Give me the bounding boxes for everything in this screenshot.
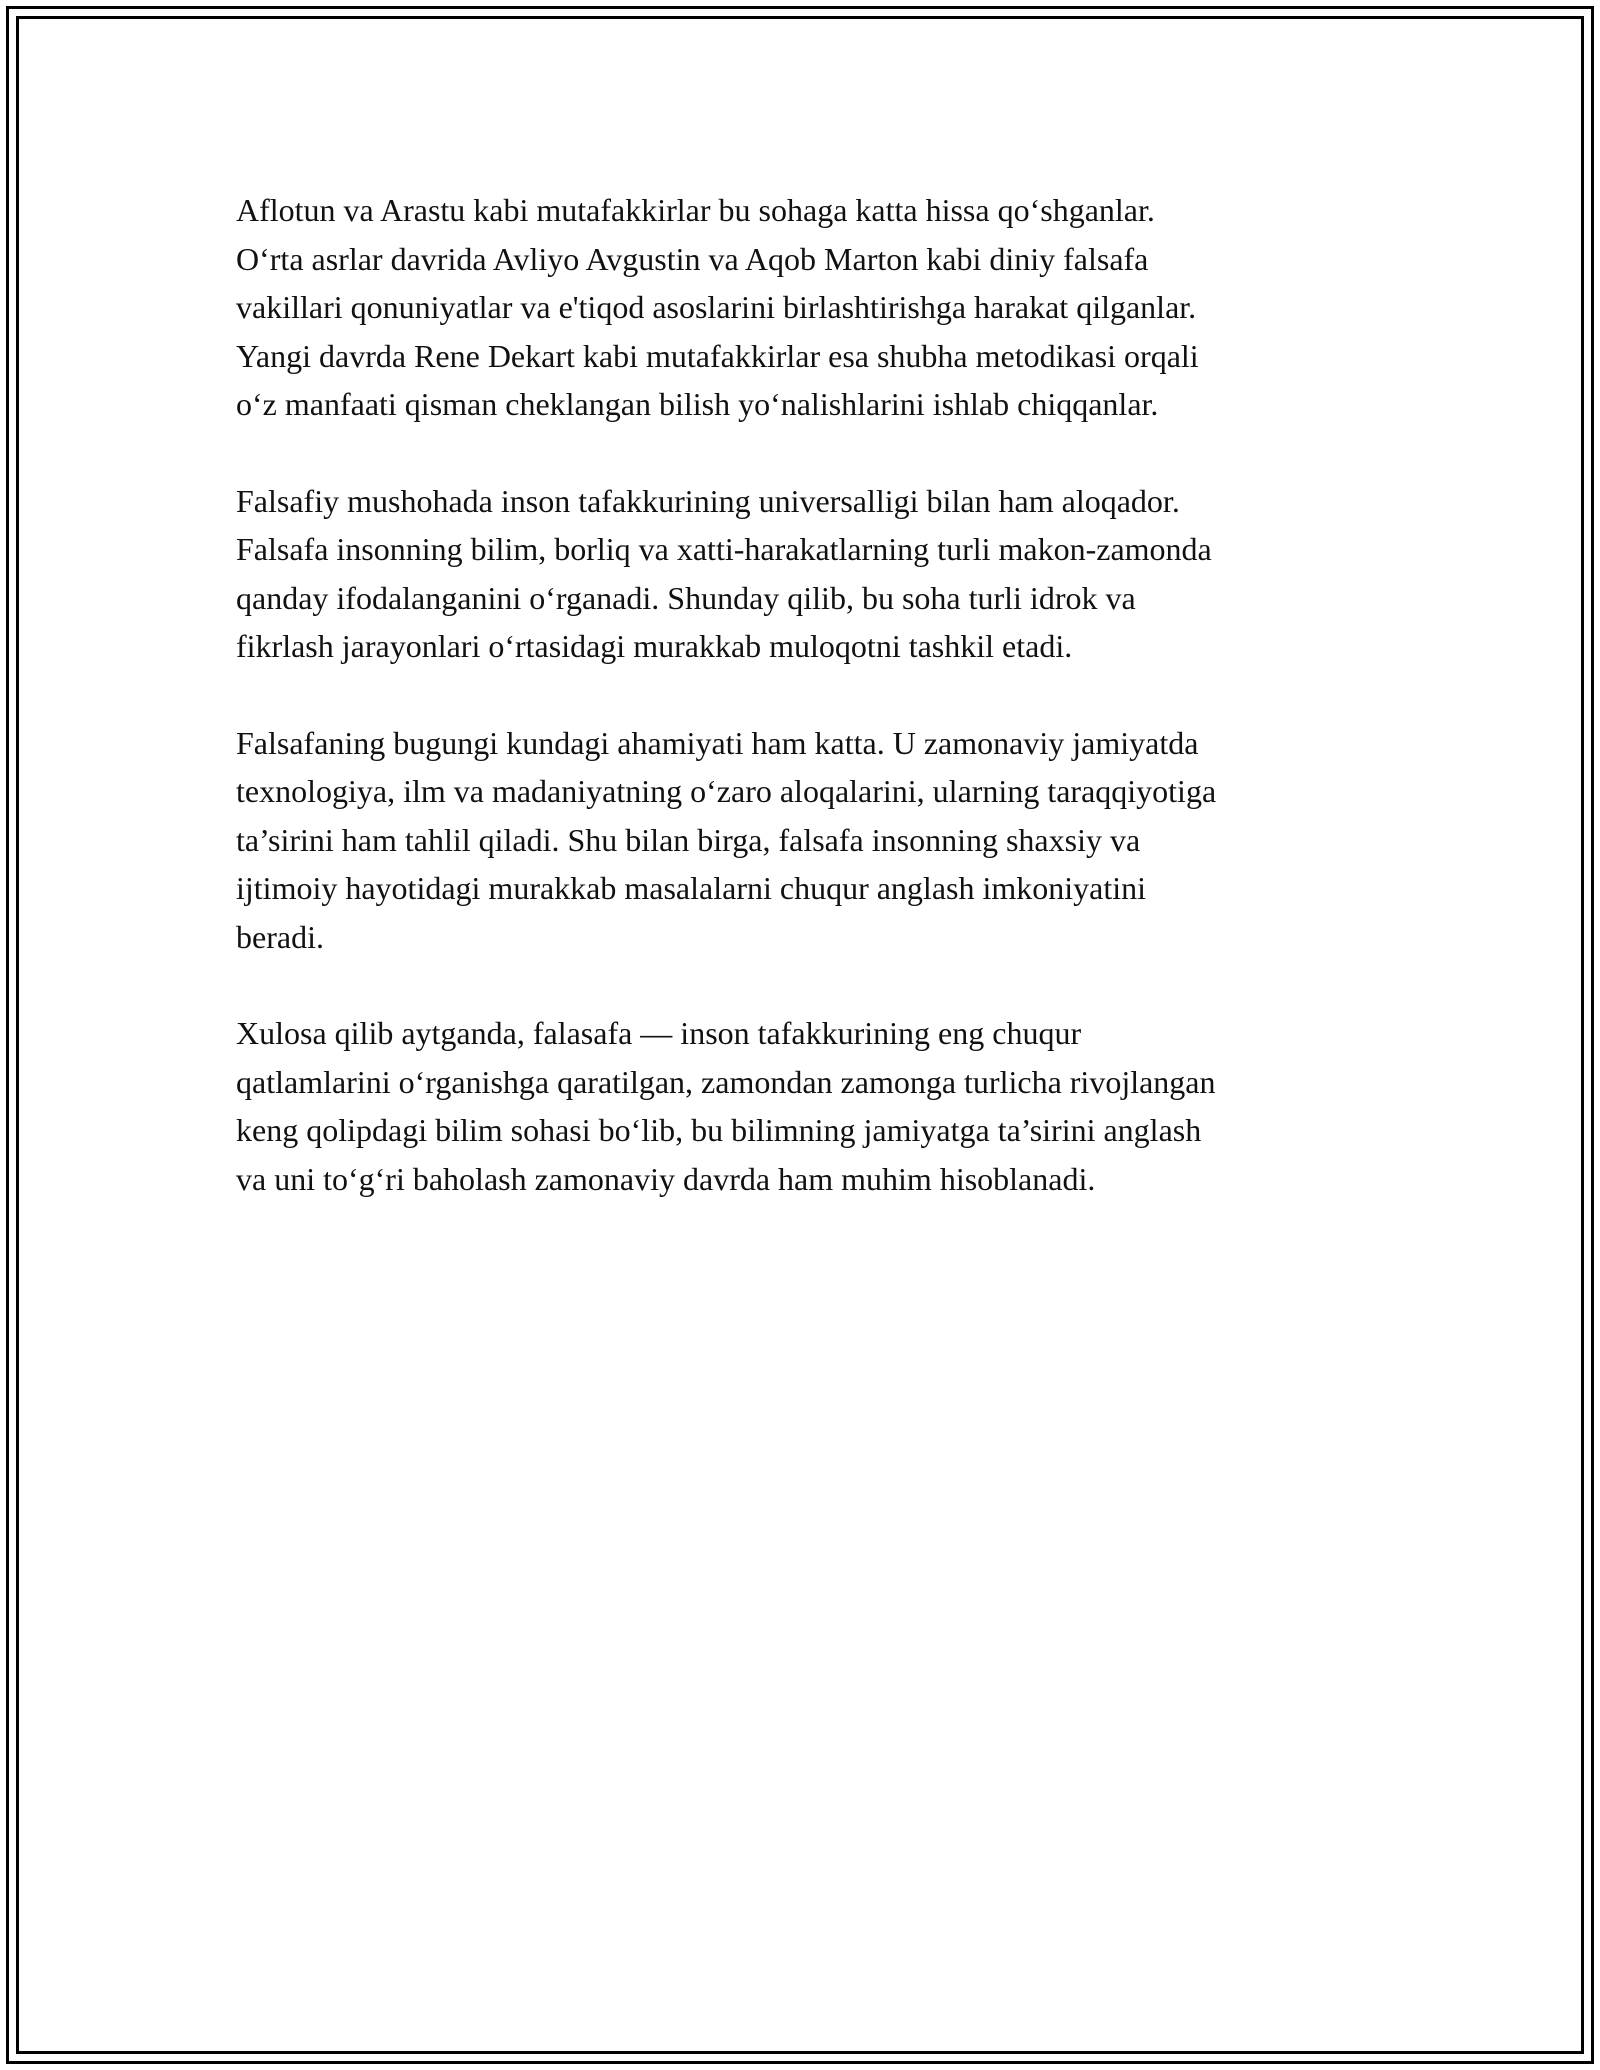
text-line: ta’sirini ham tahlil qiladi. Shu bilan birga, falsafa insonning shaxsiy va	[236, 821, 1141, 858]
text-line: qanday ifodalanganini o‘rganadi. Shunday qilib, bu soha turli idrok va	[236, 579, 1136, 616]
text-line: vakillari qonuniyatlar va e'tiqod asoslarini birlashtirishga harakat qilganlar.	[236, 289, 1197, 325]
text-line: Falsafiy mushohada inson tafakkurining universalligi bilan ham aloqador.	[236, 482, 1180, 519]
text-line: Xulosa qilib aytganda, falasafa — inson tafakkurining eng chuqur	[236, 1015, 1082, 1051]
paragraph-1	[236, 186, 1376, 429]
text-line: Falsafa insonning bilim, borliq va xatti-harakatlarning turli makon-zamonda	[236, 531, 1212, 567]
text-line: va uni to‘g‘ri baholash zamonaviy davrda ham muhim hisoblanadi.	[236, 1160, 1096, 1197]
text-line: fikrlash jarayonlari o‘rtasidagi murakkab muloqotni tashkil etadi.	[236, 628, 1073, 664]
text-line: texnologiya, ilm va madaniyatning o‘zaro aloqalarini, ularning taraqqiyotiga	[236, 773, 1217, 809]
paragraph-4	[236, 1009, 1376, 1203]
text-line: Aflotun va Arastu kabi mutafakkirlar bu sohaga katta hissa qo‘shganlar.	[236, 192, 1155, 228]
text-line: Yangi davrda Rene Dekart kabi mutafakkirlar esa shubha metodikasi orqali	[236, 337, 1199, 374]
text-line: o‘z manfaati qisman cheklangan bilish yo‘nalishlarini ishlab chiqqanlar.	[236, 386, 1159, 422]
paragraph-3	[236, 719, 1376, 962]
text-line: O‘rta asrlar davrida Avliyo Avgustin va Aqob Marton kabi diniy falsafa	[236, 240, 1149, 277]
document-body	[236, 186, 1376, 1251]
text-line: qatlamlarini o‘rganishga qaratilgan, zamondan zamonga turlicha rivojlangan	[236, 1063, 1216, 1100]
text-line: ijtimoiy hayotidagi murakkab masalalarni chuqur anglash imkoniyatini	[236, 870, 1147, 906]
text-line: Falsafaning bugungi kundagi ahamiyati ham katta. U zamonaviy jamiyatda	[236, 724, 1199, 761]
text-line: keng qolipdagi bilim sohasi bo‘lib, bu bilimning jamiyatga ta’sirini anglash	[236, 1112, 1202, 1148]
paragraph-2	[236, 477, 1376, 671]
text-line: beradi.	[236, 918, 324, 955]
